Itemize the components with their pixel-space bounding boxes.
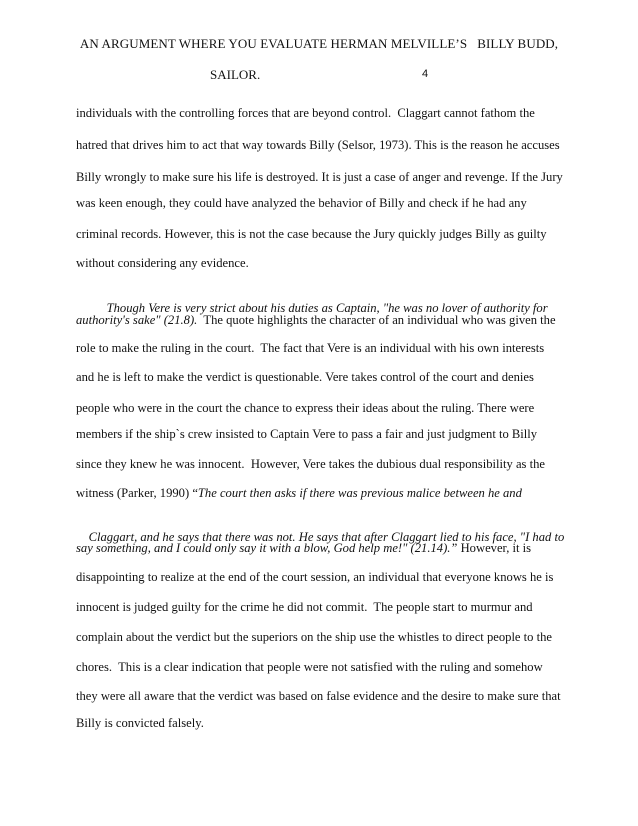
body-line: people who were in the court the chance to express their ideas about the ruling. There were bbox=[76, 401, 535, 415]
body-line: since they knew he was innocent. However, Vere takes the dubious dual responsibility as the bbox=[76, 457, 545, 471]
body-line: Billy wrongly to make sure his life is destroyed. It is just a case of anger and revenge. If the Jury bbox=[76, 170, 563, 184]
body-line: disappointing to realize at the end of the court session, an individual that everyone knows he is bbox=[76, 570, 554, 584]
quote-text: say something, and I could only say it with a blow, God help me!" (21.14).” bbox=[76, 541, 458, 555]
body-line bbox=[76, 486, 522, 501]
body-text: However, it is bbox=[457, 541, 532, 555]
body-line: they were all aware that the verdict was based on false evidence and the desire to make sure that bbox=[76, 689, 561, 703]
body-line: without considering any evidence. bbox=[76, 256, 249, 270]
quote-text: The court then asks if there was previous malice between he and bbox=[197, 486, 522, 500]
body-line bbox=[76, 313, 556, 328]
body-line: members if the ship`s crew insisted to Captain Vere to pass a fair and just judgment to Billy bbox=[76, 427, 538, 441]
body-line: and he is left to make the verdict is questionable. Vere takes control of the court and denies bbox=[76, 370, 534, 384]
running-header-title-continued: SAILOR. bbox=[210, 67, 261, 82]
body-line bbox=[76, 541, 531, 556]
body-line: hatred that drives him to act that way towards Billy (Selsor, 1973). This is the reason he accuses bbox=[76, 138, 560, 152]
quote-text: Though Vere is very strict about his duties as Captain, "he was no lover of authority for bbox=[106, 301, 548, 315]
body-line: individuals with the controlling forces that are beyond control. Claggart cannot fathom the bbox=[76, 106, 535, 120]
body-line: criminal records. However, this is not the case because the Jury quickly judges Billy as guilty bbox=[76, 227, 547, 241]
page-number: 4 bbox=[422, 68, 429, 80]
quote-text: Claggart, and he says that there was not. He says that after Claggart lied to his face, "I had to bbox=[88, 530, 565, 544]
body-line: was keen enough, they could have analyzed the behavior of Billy and check if he had any bbox=[76, 196, 527, 210]
body-line: role to make the ruling in the court. The fact that Vere is an individual with his own interests bbox=[76, 341, 545, 355]
running-header-title: AN ARGUMENT WHERE YOU EVALUATE HERMAN MELVILLE’S BILLY BUDD, bbox=[79, 36, 559, 51]
body-line: innocent is judged guilty for the crime he did not commit. The people start to murmur and bbox=[76, 600, 533, 614]
body-line: complain about the verdict but the superiors on the ship use the whistles to direct people to the bbox=[76, 630, 553, 644]
quote-text: authority's sake" (21.8). bbox=[76, 313, 198, 327]
body-text: witness (Parker, 1990) “ bbox=[76, 486, 198, 500]
body-line: chores. This is a clear indication that people were not satisfied with the ruling and somehow bbox=[76, 660, 543, 674]
body-text: The quote highlights the character of an individual who was given the bbox=[197, 313, 556, 327]
body-line: Billy is convicted falsely. bbox=[76, 716, 204, 730]
